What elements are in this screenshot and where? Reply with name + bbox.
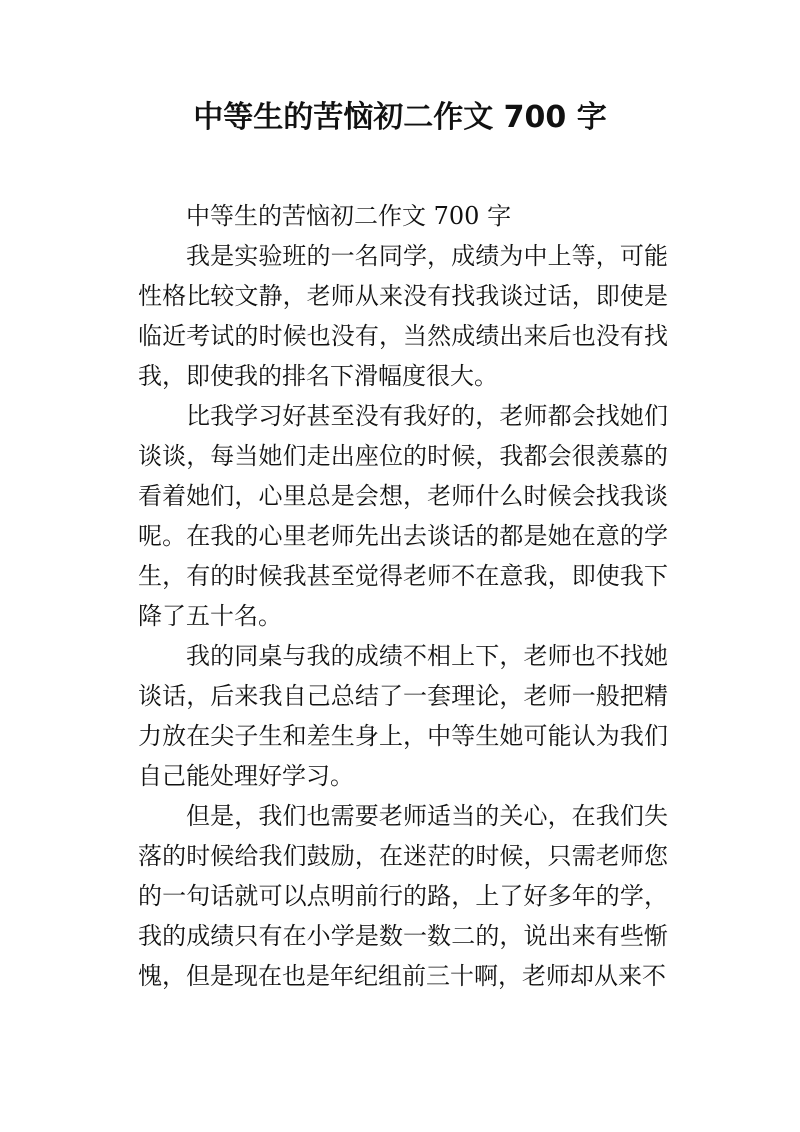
document-body [138,196,668,996]
paragraph-3: 我的同桌与我的成绩不相上下，老师也不找她谈话，后来我自己总结了一套理论，老师一般把精力放在尖子生和差生身上，中等生她可能认为我们自己能处理好学习。 [138,642,668,790]
paragraph-1: 我是实验班的一名同学，成绩为中上等，可能性格比较文静，老师从来没有找我谈过话，即使是临近考试的时候也没有，当然成绩出来后也没有找我，即使我的排名下滑幅度很大。 [138,242,668,390]
paragraph-4: 但是，我们也需要老师适当的关心，在我们失落的时候给我们鼓励，在迷茫的时候，只需老师您的一句话就可以点明前行的路，上了好多年的学，我的成绩只有在小学是数一数二的，说出来有些惭愧，但是现在也是年纪组前三十啊，老师却从来不 [138,802,668,990]
paragraph-2: 比我学习好甚至没有我好的，老师都会找她们谈谈，每当她们走出座位的时候，我都会很羡慕的看着她们，心里总是会想，老师什么时候会找我谈呢。在我的心里老师先出去谈话的都是她在意的学生，有的时候我甚至觉得老师不在意我，即使我下降了五十名。 [138,402,668,630]
essay-subtitle: 中等生的苦恼初二作文 700 字 [186,202,512,230]
document-title: 中等生的苦恼初二作文 700 字 [193,100,607,135]
